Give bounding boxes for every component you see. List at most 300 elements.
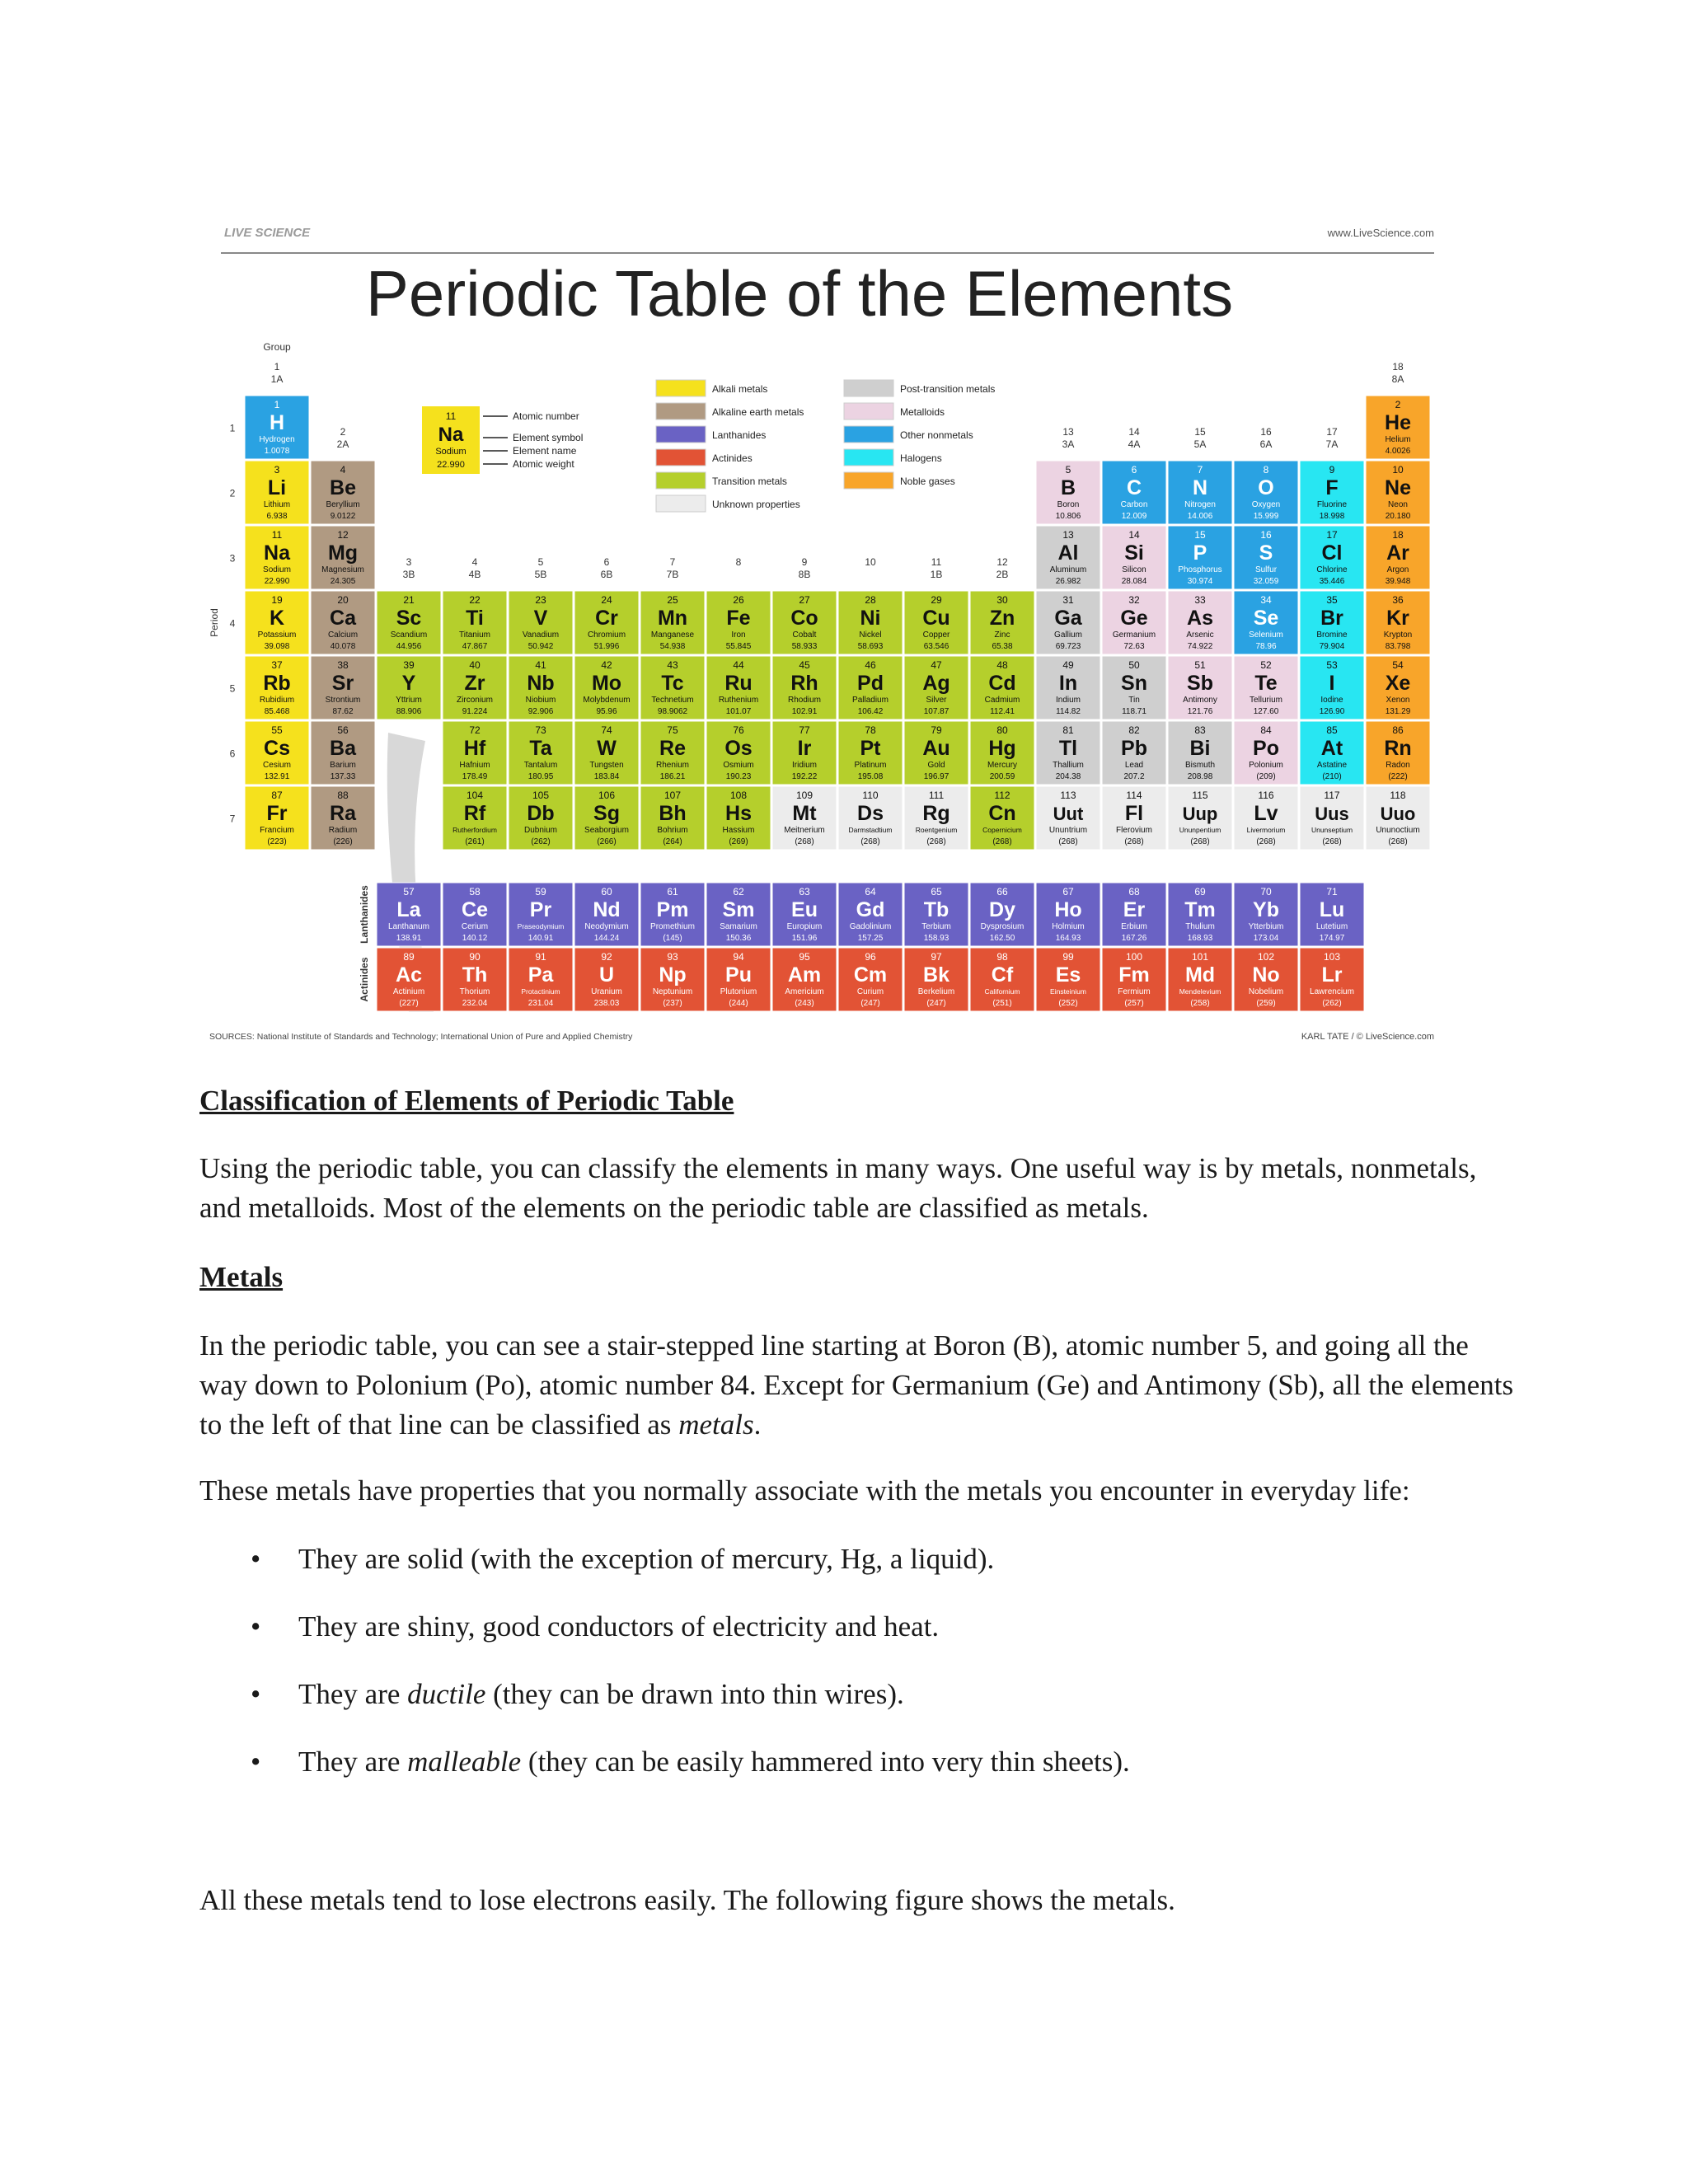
site-url: www.LiveScience.com [1327, 227, 1434, 239]
legend-label: Transition metals [712, 476, 787, 487]
element-symbol: Fm [1118, 963, 1150, 987]
atomic-number: 41 [535, 659, 546, 671]
element-name: Lanthanum [387, 922, 430, 931]
atomic-weight: 174.97 [1319, 934, 1345, 943]
element-name: Hassium [722, 826, 755, 835]
period-number: 1 [229, 422, 236, 434]
atomic-weight: (243) [795, 999, 814, 1008]
atomic-weight: 65.38 [992, 642, 1013, 651]
element-name: Bromine [1316, 630, 1348, 640]
element-symbol: Rb [263, 672, 291, 695]
element-name: Erbium [1121, 922, 1147, 931]
atomic-weight: (247) [860, 999, 880, 1008]
group-subtitle: 4B [468, 569, 481, 580]
element-symbol: I [1329, 672, 1335, 695]
element-name: Gallium [1054, 630, 1082, 640]
metals-term: metals [678, 1408, 754, 1441]
atomic-number: 118 [1390, 790, 1406, 801]
atomic-number: 51 [1194, 659, 1206, 671]
element-symbol: Am [787, 963, 822, 987]
element-name: Bismuth [1184, 761, 1216, 770]
element-name: Yttrium [396, 696, 422, 705]
element-symbol: Li [267, 476, 287, 499]
atomic-number: 90 [469, 951, 481, 963]
atomic-weight: 69.723 [1055, 642, 1081, 651]
atomic-weight: (257) [1124, 999, 1144, 1008]
element-name: Ununpentium [1179, 826, 1221, 834]
atomic-number: 30 [996, 594, 1008, 606]
element-symbol: Pa [528, 963, 554, 987]
atomic-weight: 1.0078 [264, 447, 290, 456]
element-name: Osmium [723, 761, 754, 770]
credit-note: KARL TATE / © LiveScience.com [1301, 1032, 1434, 1042]
atomic-number: 10 [1392, 464, 1404, 476]
element-name: Mercury [987, 761, 1018, 770]
atomic-weight: (209) [1256, 772, 1276, 781]
element-symbol: Ga [1054, 607, 1082, 630]
element-symbol: Tm [1184, 898, 1216, 921]
element-name: Oxygen [1251, 500, 1281, 509]
bullet-icon: • [251, 1543, 261, 1575]
atomic-weight: 204.38 [1055, 772, 1081, 781]
group-number: 17 [1326, 426, 1338, 438]
atomic-weight: 12.009 [1121, 512, 1147, 521]
atomic-number: 110 [862, 790, 879, 801]
element-symbol: Uuo [1380, 804, 1416, 824]
atomic-number: 2 [1395, 399, 1401, 410]
atomic-number: 49 [1062, 659, 1074, 671]
element-symbol: Ru [724, 672, 753, 695]
element-symbol: Te [1254, 672, 1278, 695]
atomic-weight: 207.2 [1123, 772, 1145, 781]
element-symbol: Uup [1182, 804, 1218, 824]
atomic-weight: 140.12 [462, 934, 488, 943]
atomic-weight: 196.97 [923, 772, 950, 781]
element-name: Berkelium [917, 987, 955, 996]
atomic-number: 116 [1258, 790, 1274, 801]
element-name: Tellurium [1249, 696, 1283, 705]
atomic-number: 55 [271, 724, 283, 736]
element-name: Fermium [1118, 987, 1151, 996]
element-name: Rhenium [655, 761, 690, 770]
group-label: Group [263, 341, 291, 353]
atomic-number: 25 [667, 594, 678, 606]
atomic-weight: 18.998 [1319, 512, 1345, 521]
atomic-number: 97 [931, 951, 942, 963]
atomic-weight: (261) [465, 837, 485, 846]
group-subtitle: 3A [1062, 438, 1075, 450]
element-name: Copernicium [982, 826, 1022, 834]
group-number: 1 [274, 361, 280, 373]
atomic-weight: 121.76 [1187, 707, 1213, 716]
element-symbol: At [1320, 737, 1343, 760]
atomic-number: 16 [1260, 529, 1272, 541]
element-symbol: In [1058, 672, 1078, 695]
group-subtitle: 8A [1391, 373, 1404, 385]
group-subtitle: 2B [996, 569, 1009, 580]
element-name: Neodymium [584, 922, 629, 931]
atomic-number: 69 [1194, 886, 1206, 898]
atomic-weight: 112.41 [990, 707, 1015, 716]
atomic-weight: (226) [333, 837, 353, 846]
atomic-number: 66 [996, 886, 1008, 898]
atomic-weight: 127.60 [1253, 707, 1279, 716]
group-number: 10 [865, 556, 876, 568]
atomic-weight: 232.04 [462, 999, 488, 1008]
element-name: Iridium [791, 761, 818, 770]
element-name: Promethium [650, 922, 695, 931]
figure-title: Periodic Table of the Elements [365, 257, 1234, 330]
element-symbol: Kr [1386, 607, 1409, 630]
atomic-number: 27 [799, 594, 810, 606]
atomic-weight: 167.26 [1121, 934, 1147, 943]
element-symbol: Ir [797, 737, 812, 760]
atomic-number: 5 [1065, 464, 1071, 476]
atomic-weight: 32.059 [1253, 577, 1279, 586]
element-name: Cobalt [792, 630, 817, 640]
bullet-text: They are solid (with the exception of mercury, Hg, a liquid). [298, 1543, 995, 1575]
element-symbol: Sc [396, 607, 422, 630]
atomic-number: 106 [598, 790, 616, 801]
element-symbol: Si [1124, 541, 1144, 565]
element-symbol: O [1258, 476, 1274, 499]
atomic-number: 93 [667, 951, 678, 963]
element-symbol: Eu [791, 898, 818, 921]
atomic-weight: 39.098 [264, 642, 290, 651]
element-symbol: No [1252, 963, 1280, 987]
atomic-number: 20 [337, 594, 349, 606]
element-symbol: Ni [860, 607, 881, 630]
atomic-weight: (268) [992, 837, 1012, 846]
element-name: Praseodymium [517, 922, 565, 930]
element-symbol: Ce [462, 898, 488, 921]
atomic-number: 60 [601, 886, 612, 898]
element-name: Carbon [1120, 500, 1148, 509]
atomic-number: 4 [340, 464, 346, 476]
element-symbol: Y [401, 672, 416, 695]
atomic-number: 19 [271, 594, 283, 606]
atomic-number: 17 [1326, 529, 1338, 541]
key-value: 22.990 [437, 460, 465, 470]
element-name: Strontium [325, 696, 361, 705]
atomic-weight: (268) [1124, 837, 1144, 846]
element-name: Nickel [859, 630, 882, 640]
atomic-weight: (222) [1388, 772, 1408, 781]
group-number: 18 [1392, 361, 1404, 373]
element-symbol: Fr [266, 802, 288, 825]
element-name: Krypton [1383, 630, 1413, 640]
metals-properties-intro: These metals have properties that you normally associate with the metals you encounter in everyday life: [199, 1474, 1410, 1507]
element-name: Zinc [994, 630, 1010, 640]
atomic-number: 3 [274, 464, 280, 476]
legend-swatch [656, 403, 706, 419]
group-number: 14 [1128, 426, 1140, 438]
element-symbol: Rg [922, 802, 950, 825]
group-subtitle: 5B [534, 569, 547, 580]
bullet-icon: • [251, 1678, 261, 1710]
legend-swatch [844, 449, 893, 466]
element-symbol: Br [1320, 607, 1343, 630]
element-name: Platinum [854, 761, 887, 770]
element-symbol: Mo [591, 672, 622, 695]
atomic-number: 85 [1326, 724, 1338, 736]
element-symbol: Cu [922, 607, 950, 630]
atomic-weight: 47.867 [462, 642, 488, 651]
element-symbol: Cl [1321, 541, 1343, 565]
element-symbol: F [1325, 476, 1339, 499]
element-symbol: Nd [593, 898, 621, 921]
atomic-weight: (268) [926, 837, 946, 846]
bullet-text-end: (they can be drawn into thin wires). [485, 1678, 904, 1710]
atomic-weight: 183.84 [593, 772, 620, 781]
atomic-weight: 114.82 [1056, 707, 1081, 716]
group-subtitle: 7B [666, 569, 679, 580]
atomic-number: 7 [1197, 464, 1203, 476]
element-symbol: Cm [853, 963, 888, 987]
element-symbol: Bh [659, 802, 687, 825]
period-number: 7 [229, 813, 236, 825]
group-number: 9 [801, 556, 808, 568]
element-symbol: Pd [857, 672, 884, 695]
element-name: Arsenic [1186, 630, 1214, 640]
atomic-number: 115 [1192, 790, 1208, 801]
element-symbol: Md [1184, 963, 1216, 987]
element-name: Vanadium [522, 630, 560, 640]
element-name: Magnesium [321, 565, 364, 574]
element-symbol: Hg [988, 737, 1016, 760]
atomic-number: 70 [1260, 886, 1272, 898]
bullet-text: They are shiny, good conductors of electricity and heat. [298, 1610, 940, 1643]
atomic-weight: 40.078 [330, 642, 356, 651]
atomic-weight: 87.62 [332, 707, 354, 716]
element-name: Silicon [1122, 565, 1146, 574]
atomic-weight: 26.982 [1055, 577, 1081, 586]
atomic-weight: 83.798 [1385, 642, 1411, 651]
element-name: Dysprosium [980, 922, 1025, 931]
element-symbol: B [1060, 476, 1076, 499]
element-symbol: Uut [1053, 804, 1084, 824]
atomic-weight: 157.25 [857, 934, 884, 943]
element-symbol: Sb [1187, 672, 1213, 695]
element-name: Neon [1388, 500, 1408, 509]
metals-heading: Metals [199, 1261, 284, 1293]
atomic-number: 109 [795, 790, 814, 801]
key-label: Atomic number [513, 410, 579, 422]
element-symbol: Pb [1121, 737, 1147, 760]
atomic-number: 48 [996, 659, 1008, 671]
atomic-weight: 78.96 [1255, 642, 1277, 651]
bullet-text: They are [298, 1678, 408, 1710]
atomic-weight: 30.974 [1187, 577, 1213, 586]
element-name: Helium [1385, 435, 1411, 444]
element-name: Nobelium [1248, 987, 1284, 996]
element-name: Curium [856, 987, 884, 996]
element-symbol: Ag [922, 672, 950, 695]
legend-swatch [844, 403, 893, 419]
atomic-number: 72 [469, 724, 481, 736]
atomic-weight: 85.468 [264, 707, 290, 716]
atomic-weight: 138.91 [396, 934, 422, 943]
legend-swatch [656, 472, 706, 489]
atomic-number: 34 [1260, 594, 1272, 606]
element-symbol: Hf [463, 737, 486, 760]
atomic-number: 65 [931, 886, 942, 898]
atomic-weight: 178.49 [462, 772, 488, 781]
closing-paragraph: All these metals tend to lose electrons easily. The following figure shows the metals. [199, 1884, 1175, 1916]
atomic-number: 58 [469, 886, 481, 898]
atomic-number: 99 [1062, 951, 1074, 963]
atomic-weight: 186.21 [659, 772, 686, 781]
list-item [199, 1607, 1518, 1675]
atomic-number: 59 [535, 886, 546, 898]
atomic-weight: (268) [1322, 837, 1342, 846]
atomic-number: 40 [469, 659, 481, 671]
malleable-term: malleable [407, 1746, 522, 1778]
group-subtitle: 1B [930, 569, 943, 580]
atomic-number: 81 [1062, 724, 1074, 736]
element-name: Molybdenum [583, 696, 631, 705]
legend-swatch [844, 426, 893, 443]
element-symbol: Bk [923, 963, 950, 987]
element-symbol: Ti [466, 607, 484, 630]
element-name: Astatine [1316, 761, 1348, 770]
actinides-label: Actinides [359, 957, 370, 1002]
atomic-weight: 238.03 [593, 999, 620, 1008]
atomic-weight: 106.42 [857, 707, 884, 716]
element-name: Cadmium [984, 696, 1020, 705]
atomic-number: 68 [1128, 886, 1140, 898]
lanthanides-label: Lanthanides [359, 885, 370, 944]
atomic-weight: (252) [1058, 999, 1078, 1008]
element-symbol: Al [1057, 541, 1079, 565]
atomic-number: 53 [1326, 659, 1338, 671]
atomic-number: 52 [1260, 659, 1272, 671]
atomic-weight: 168.93 [1187, 934, 1213, 943]
legend-label: Alkali metals [712, 383, 768, 395]
element-name: Technetium [651, 696, 694, 705]
element-name: Tantalum [523, 761, 558, 770]
atomic-number: 82 [1128, 724, 1140, 736]
element-name: Rhodium [787, 696, 822, 705]
element-symbol: Pr [529, 898, 552, 921]
atomic-weight: 200.59 [989, 772, 1015, 781]
element-name: Boron [1057, 500, 1080, 509]
legend-swatch [844, 472, 893, 489]
atomic-number: 112 [994, 790, 1010, 801]
atomic-weight: (268) [1058, 837, 1078, 846]
element-name: Livermorium [1246, 826, 1286, 834]
element-symbol: Sm [722, 898, 755, 921]
atomic-number: 76 [733, 724, 744, 736]
element-symbol: U [598, 963, 615, 987]
element-name: Meitnerium [784, 826, 825, 835]
group-number: 3 [406, 556, 412, 568]
element-symbol: Hs [725, 802, 752, 825]
atomic-number: 102 [1257, 951, 1275, 963]
period-number: 2 [229, 487, 236, 499]
classification-heading: Classification of Elements of Periodic Table [199, 1085, 734, 1117]
atomic-number: 43 [667, 659, 678, 671]
element-name: Iron [731, 630, 746, 640]
atomic-weight: 74.922 [1187, 642, 1213, 651]
atomic-number: 47 [931, 659, 942, 671]
element-symbol: Be [330, 476, 356, 499]
element-name: Argon [1386, 565, 1409, 574]
atomic-number: 75 [667, 724, 678, 736]
atomic-weight: 164.93 [1055, 934, 1081, 943]
element-symbol: Lv [1254, 802, 1278, 825]
element-name: Hafnium [459, 761, 490, 770]
element-symbol: Ac [396, 963, 422, 987]
atomic-number: 100 [1125, 951, 1143, 963]
atomic-weight: (244) [729, 999, 748, 1008]
atomic-number: 105 [532, 790, 550, 801]
element-symbol: Ar [1386, 541, 1409, 565]
atomic-weight: 22.990 [264, 577, 290, 586]
legend-label: Post-transition metals [900, 383, 996, 395]
element-symbol: Au [922, 737, 950, 760]
bullet-text: They are [298, 1746, 408, 1778]
list-item [199, 1675, 1518, 1742]
atomic-weight: 95.96 [596, 707, 617, 716]
element-symbol: Os [724, 737, 753, 760]
element-name: Niobium [525, 696, 556, 705]
element-name: Manganese [650, 630, 695, 640]
element-name: Rutherfordium [452, 826, 497, 834]
element-name: Zirconium [457, 696, 493, 705]
atomic-number: 98 [996, 951, 1008, 963]
atomic-number: 21 [403, 594, 415, 606]
atomic-number: 111 [928, 790, 945, 801]
atomic-weight: (259) [1256, 999, 1276, 1008]
atomic-number: 50 [1128, 659, 1140, 671]
element-symbol: Cf [991, 963, 1014, 987]
bullet-icon: • [251, 1746, 261, 1778]
atomic-number: 24 [601, 594, 612, 606]
atomic-number: 39 [403, 659, 415, 671]
group-subtitle: 6A [1259, 438, 1273, 450]
element-symbol: Th [462, 963, 488, 987]
atomic-weight: 20.180 [1385, 512, 1411, 521]
element-name: Germanium [1112, 630, 1156, 640]
brand-logo: LIVE SCIENCE [224, 226, 311, 240]
element-symbol: H [269, 411, 285, 434]
group-number: 6 [603, 556, 610, 568]
element-name: Copper [922, 630, 950, 640]
element-symbol: K [269, 607, 285, 630]
atomic-weight: 51.996 [593, 642, 620, 651]
element-symbol: Pm [656, 898, 689, 921]
element-symbol: Re [659, 737, 686, 760]
atomic-number: 61 [667, 886, 678, 898]
atomic-weight: (251) [992, 999, 1012, 1008]
element-name: Antimony [1183, 696, 1217, 705]
atomic-number: 56 [337, 724, 349, 736]
atomic-weight: 91.224 [462, 707, 488, 716]
group-number: 16 [1260, 426, 1272, 438]
element-name: Plutonium [720, 987, 757, 996]
element-symbol: Uus [1315, 804, 1349, 824]
element-symbol: Ho [1054, 898, 1082, 921]
element-symbol: Gd [856, 898, 885, 921]
atomic-number: 96 [865, 951, 876, 963]
atomic-number: 44 [733, 659, 744, 671]
atomic-weight: 44.956 [396, 642, 422, 651]
atomic-weight: (268) [1190, 837, 1210, 846]
element-name: Cesium [263, 761, 291, 770]
element-symbol: S [1259, 541, 1273, 565]
atomic-number: 91 [535, 951, 546, 963]
